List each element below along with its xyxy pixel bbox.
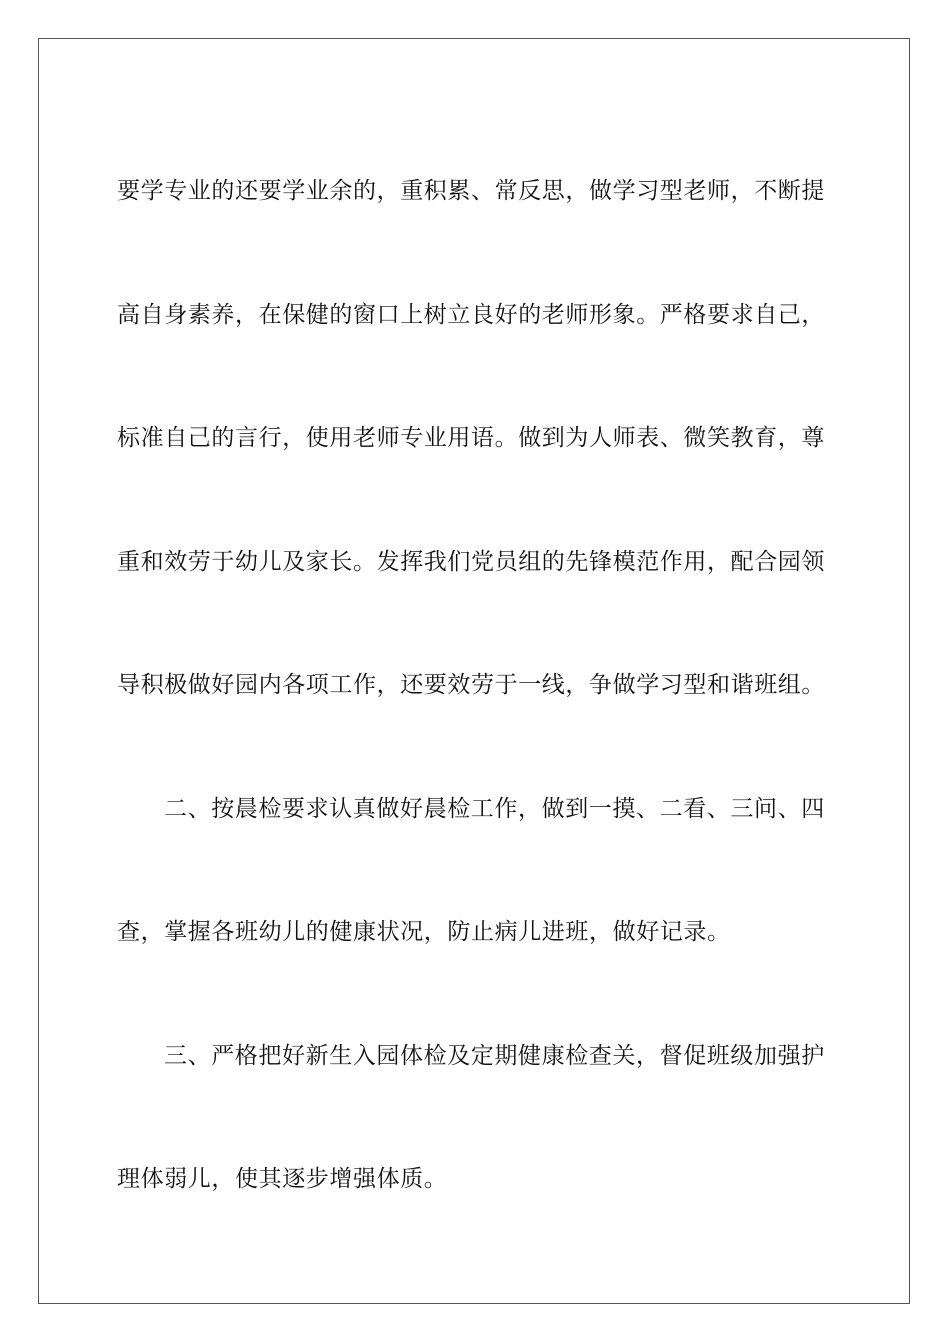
text-line: 查，掌握各班幼儿的健康状况，防止病儿进班，做好记录。 <box>117 919 731 945</box>
text-line: 要学专业的还要学业余的，重积累、常反思，做学习型老师，不断提 <box>117 178 825 204</box>
document-page <box>38 38 910 1304</box>
text-line: 导积极做好园内各项工作，还要效劳于一线，争做学习型和谐班组。 <box>117 672 825 698</box>
document-body <box>117 135 831 1247</box>
text-line: 理体弱儿，使其逐步增强体质。 <box>117 1166 448 1192</box>
text-line: 标准自己的言行，使用老师专业用语。做到为人师表、微笑教育，尊 <box>117 425 825 451</box>
paragraph-start-line: 二、按晨检要求认真做好晨检工作，做到一摸、二看、三问、四 <box>164 795 825 822</box>
text-line: 重和效劳于幼儿及家长。发挥我们党员组的先锋模范作用，配合园领 <box>117 548 825 575</box>
text-line: 高自身素养，在保健的窗口上树立良好的老师形象。严格要求自己， <box>117 301 825 328</box>
paragraph-start-line: 三、严格把好新生入园体检及定期健康检查关，督促班级加强护 <box>164 1042 825 1069</box>
